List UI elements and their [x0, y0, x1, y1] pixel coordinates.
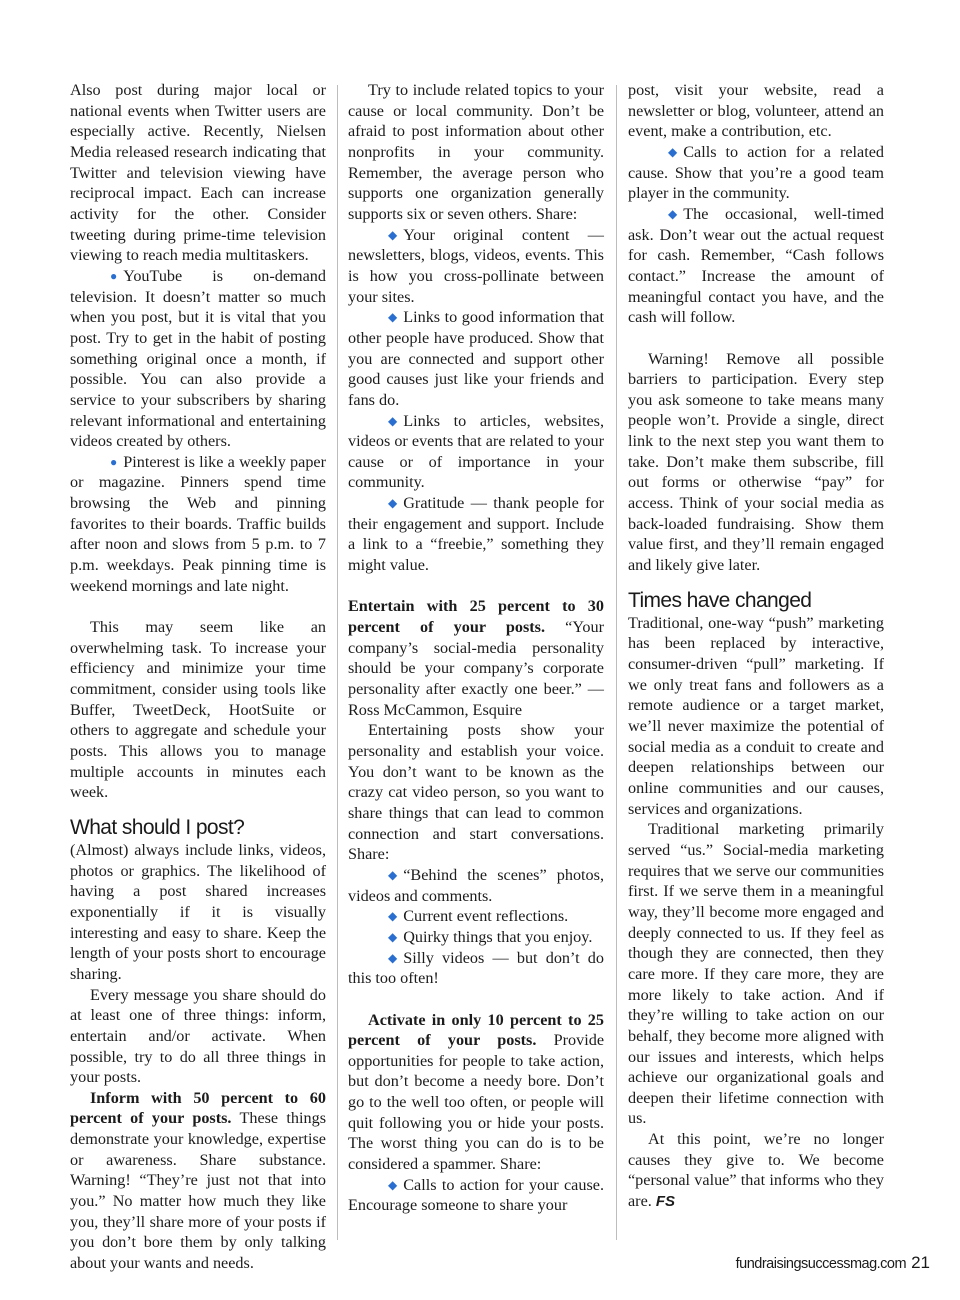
- column-3: [628, 80, 884, 1213]
- diamond-bullet-icon: ◆: [388, 310, 398, 325]
- bullet-item-youtube: ● YouTube is on-demand television. It doesn’t matter so much when you post, but it is vital that you post. Try to get in the habit of posting something original once a month, if possible. You can also provide a service to your subscribers by sharing relevant informational and entertaining videos created by others.: [70, 266, 326, 451]
- circle-bullet-icon: ●: [110, 268, 118, 283]
- diamond-bullet-icon: ◆: [388, 227, 398, 242]
- bullet-item: ◆ Your original content — newsletters, blogs, videos, events. This is how you cross-pollinate between your sites.: [348, 225, 604, 306]
- page-number: 21: [911, 1253, 930, 1272]
- diamond-bullet-icon: ◆: [388, 1177, 398, 1192]
- paragraph: Every message you share should do at least one of three things: inform, entertain and/or activate. When possible, try to do all three things in your posts.: [70, 985, 326, 1087]
- paragraph: Traditional marketing primarily served “us.” Social-media marketing requires that we serve our communities first. If we serve them in a meaningful way, they’ll become more engaged and deeply connected to us. If they feel as though they are connected, then they care more. If they care more, they are more likely to take action. And if they’re willing to take action on our behalf, they become more aligned with our issues and interests, which helps achieve our organizational goals and deepen their lifetime connection with us.: [628, 820, 884, 1128]
- diamond-bullet-icon: ◆: [388, 413, 398, 428]
- diamond-bullet-icon: ◆: [668, 144, 678, 159]
- column-divider: [337, 85, 338, 1240]
- diamond-bullet-icon: ◆: [388, 496, 398, 511]
- bullet-item: ◆ Gratitude — thank people for their engagement and support. Include a link to a “freebie,” something they might value.: [348, 494, 604, 575]
- bullet-item: ◆ The occasional, well-timed ask. Don’t wear out the actual request for cash. Remember, “Cash follows contact.” Increase the amount of meaningful contact you have, and the cash will follow.: [628, 204, 884, 327]
- diamond-bullet-icon: ◆: [388, 929, 398, 944]
- section-heading: Times have changed: [628, 588, 812, 612]
- column-1: [70, 80, 326, 1274]
- bullet-item: ◆ “Behind the scenes” photos, videos and comments.: [348, 865, 604, 905]
- paragraph: Entertaining posts show your personality and establish your voice. You don’t want to be known as the crazy cat video person, so you want to share things that can lead to common connection and start conversations. Share:: [348, 721, 604, 864]
- bullet-item-pinterest: ● Pinterest is like a weekly paper or magazine. Pinners spend time browsing the Web and pinning favorites to their boards. Traffic builds after noon and slows from 5 p.m. to 7 p.m. weekdays. Peak pinning time is weekend mornings and late night.: [70, 452, 326, 595]
- paragraph: (Almost) always include links, videos, photos or graphics. The likelihood of having a post shared increases exponentially if it is visually interesting and easy to share. Keep the length of your posts short to encourage sharing.: [70, 840, 326, 983]
- paragraph-inform: Inform with 50 percent to 60 percent of your posts. These things demonstrate your knowledge, expertise or awareness. Share substance. Warning! “They’re just not that into you.” No matter how much they like you, they’ll share more of your posts if you don’t bore them by only talking about your wants and needs.: [70, 1088, 326, 1273]
- bullet-item: ◆ Quirky things that you enjoy.: [348, 927, 604, 948]
- bullet-item: ◆ Current event reflections.: [348, 906, 604, 927]
- bullet-item: ◆ Links to good information that other people have produced. Show that you are connected and support other good causes just like your friends and fans do.: [348, 308, 604, 409]
- paragraph: Warning! Remove all possible barriers to participation. Every step you ask someone to take means many people won’t. Provide a single, direct link to the next step you want them to take. Don’t make them subscribe, fill out forms or otherwise “pay” for access. Think of your social media as back-loaded fundraising. Show them value first, and they’ll remain engaged and likely give later.: [628, 349, 884, 575]
- column-2: [348, 80, 604, 1216]
- paragraph-closing: At this point, we’re no longer causes they give to. We become “personal value” that informs who they are. FS: [628, 1130, 884, 1211]
- end-mark: FS: [655, 1193, 676, 1211]
- bullet-item: ◆ Silly videos — but don’t do this too often!: [348, 948, 604, 988]
- circle-bullet-icon: ●: [110, 454, 118, 469]
- page-footer: [700, 1253, 930, 1273]
- paragraph: post, visit your website, read a newsletter or blog, volunteer, attend an event, make a contribution, etc.: [628, 81, 884, 141]
- bullet-item: ◆ Links to articles, websites, videos or events that are related to your cause or of importance in your community.: [348, 411, 604, 492]
- column-divider: [616, 85, 617, 1240]
- bullet-item: ◆ Calls to action for your cause. Encourage someone to share your: [348, 1175, 604, 1215]
- paragraph: Also post during major local or national events when Twitter users are especially active. Recently, Nielsen Media released research indicating that Twitter and television viewing have reciprocal impact. Each can increase activity for the other. Consider tweeting during prime-time television viewing to reach media multitaskers.: [70, 81, 326, 265]
- diamond-bullet-icon: ◆: [388, 950, 398, 965]
- paragraph-activate: Activate in only 10 percent to 25 percent of your posts. Provide opportunities for people to take action, but don’t become a needy bore. Don’t go to the well too often, or people will quit following you or hide your posts. The worst thing you can do is to be considered a spammer. Share:: [348, 1010, 605, 1174]
- diamond-bullet-icon: ◆: [388, 909, 398, 924]
- section-heading: What should I post?: [70, 815, 245, 839]
- paragraph: Try to include related topics to your cause or local community. Don’t be afraid to post information about other nonprofits in your community. Remember, the average person who supports one organization generally supports six or seven others. Share:: [348, 81, 604, 223]
- paragraph: This may seem like an overwhelming task. To increase your efficiency and minimize your time commitment, consider using tools like Buffer, TweetDeck, HootSuite or others to aggregate and schedule your posts. This allows you to manage multiple accounts in minutes each week.: [70, 618, 326, 802]
- paragraph: Traditional, one-way “push” marketing has been replaced by interactive, consumer-driven “pull” marketing. If we only treat fans and followers as a remote audience or a target market, we’ll never maximize the potential of social media as a conduit to create and deepen relationships between our online communities and our causes, services and organizations.: [628, 613, 884, 818]
- paragraph-entertain: Entertain with 25 percent to 30 percent of your posts. “Your company’s social-media personality should be your company’s corporate personality after exactly one beer.” — Ross McCammon, Esquire: [348, 597, 604, 719]
- footer-site: fundraisingsuccessmag.com: [735, 1256, 907, 1272]
- diamond-bullet-icon: ◆: [668, 206, 678, 221]
- diamond-bullet-icon: ◆: [388, 867, 398, 882]
- bullet-item: ◆ Calls to action for a related cause. Show that you’re a good team player in the community.: [628, 142, 884, 203]
